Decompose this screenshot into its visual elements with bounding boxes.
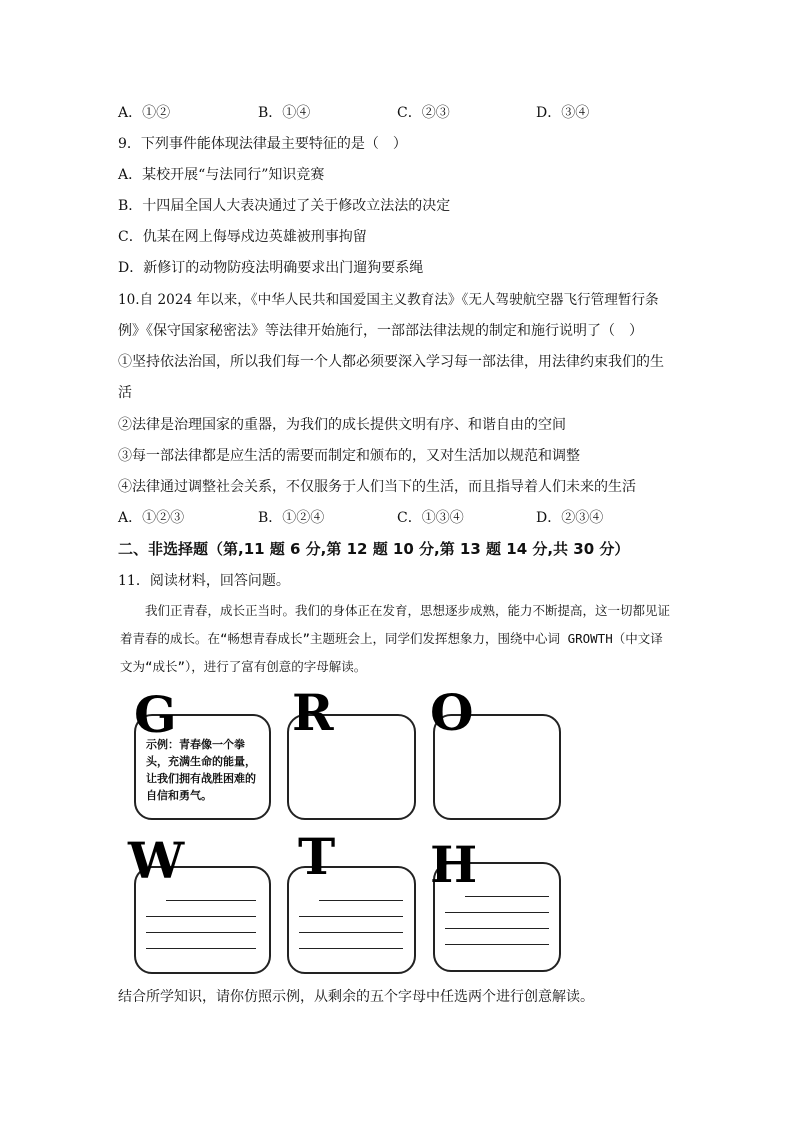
answer-line [299,916,403,917]
answer-line [445,944,549,945]
answer-line [299,948,403,949]
answer-line [445,912,549,913]
answer-line [465,896,549,897]
q8-option-b: B．①④ [258,105,311,121]
answer-line [146,948,256,949]
q11-material [120,597,675,681]
letter-g: G [134,685,177,744]
answer-line [319,900,403,901]
q10-statement-4: ④法律通过调整社会关系，不仅服务于人们当下的生活，而且指导着人们未来的生活 [118,479,636,495]
answer-line [146,932,256,933]
q10-statement-1-line2: 活 [118,385,132,401]
q9-option-a: A．某校开展“与法同行”知识竞赛 [118,167,325,183]
q10-option-b: B．①②④ [258,510,325,526]
q9-stem: 9．下列事件能体现法律最主要特征的是（ ） [118,136,407,152]
q8-option-a: A．①② [118,105,171,121]
answer-line [146,916,256,917]
example-text: 示例：青春像一个拳头，充满生命的能量，让我们拥有战胜困难的自信和勇气。 [146,738,256,802]
letter-w: W [128,831,185,890]
q10-stem-line2: 例》《保守国家秘密法》等法律开始施行，一部部法律法规的制定和施行说明了（ ） [118,323,643,339]
q9-option-d: D．新修订的动物防疫法明确要求出门遛狗要系绳 [118,260,424,276]
q8-option-c: C．②③ [397,105,450,121]
q10-statement-1-line1: ①坚持依法治国，所以我们每一个人都必须要深入学习每一部法律，用法律约束我们的生 [118,354,664,370]
answer-line [445,928,549,929]
answer-line [166,900,256,901]
q10-option-c: C．①③④ [397,510,464,526]
letter-t: T [298,827,336,886]
q8-option-d: D．③④ [536,105,590,121]
q10-option-d: D．②③④ [536,510,604,526]
answer-line [299,932,403,933]
letter-o: O [430,683,474,742]
q10-statement-2: ②法律是治理国家的重器，为我们的成长提供文明有序、和谐自由的空间 [118,417,566,433]
q11-stem: 11．阅读材料，回答问题。 [118,573,290,589]
q11-instruction: 结合所学知识，请你仿照示例，从剩余的五个字母中任选两个进行创意解读。 [118,989,594,1005]
q10-statement-3: ③每一部法律都是应生活的需要而制定和颁布的，又对生活加以规范和调整 [118,448,580,464]
q10-option-a: A．①②③ [118,510,185,526]
q11-material-text: 我们正青春，成长正当时。我们的身体正在发育，思想逐步成熟，能力不断提高，这一切都见证着青春的成长。在“畅想青春成长”主题班会上，同学们发挥想象力，围绕中心词 GROWTH（中文译文为“成长”），进行了富有创意的字母解读。 [120,603,671,674]
q9-option-b: B．十四届全国人大表决通过了关于修改立法法的决定 [118,198,451,214]
q9-option-c: C．仇某在网上侮辱戍边英雄被刑事拘留 [118,229,367,245]
letter-h: H [430,835,478,894]
letter-r: R [292,683,334,742]
q10-stem-line1: 10.自 2024 年以来，《中华人民共和国爱国主义教育法》《无人驾驶航空器飞行管理暂行条 [118,292,659,308]
section-2-heading: 二、非选择题（第,11 题 6 分,第 12 题 10 分,第 13 题 14 分,共 30 分） [118,540,630,558]
